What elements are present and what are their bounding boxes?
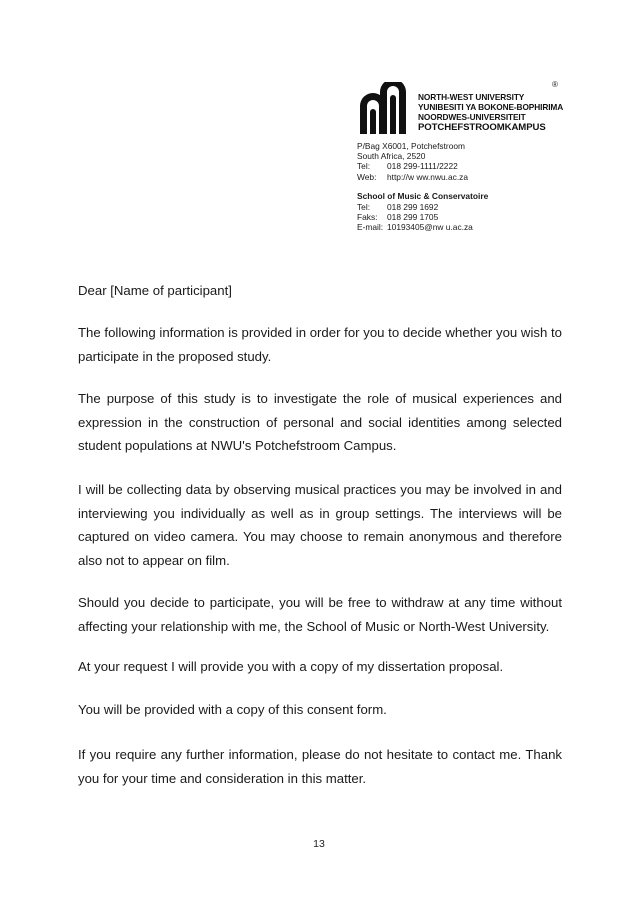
web-link[interactable]: http://w ww.nwu.ac.za bbox=[387, 171, 468, 182]
fax-line bbox=[357, 212, 488, 222]
paragraph: If you require any further information, please do not hesitate to contact me. Thank you for your time and consideration in this matter. bbox=[78, 747, 562, 786]
page-number: 13 bbox=[313, 838, 325, 850]
university-logo bbox=[356, 80, 566, 138]
tel-label: Tel: bbox=[357, 161, 371, 172]
campus-name: POTCHEFSTROOMKAMPUS bbox=[418, 122, 546, 133]
nwu-emblem-icon bbox=[356, 82, 410, 136]
university-name bbox=[418, 92, 563, 133]
fax-label: Faks: bbox=[357, 211, 378, 222]
school-tel-value: 018 299 1692 bbox=[387, 201, 439, 212]
paragraph: The purpose of this study is to investigate the role of musical experiences and expression in the construction of personal and social identities among selected student populations at NWU's Potchefstroom Campus. bbox=[78, 391, 562, 453]
email-line bbox=[357, 222, 488, 232]
fax-value: 018 299 1705 bbox=[387, 211, 439, 222]
registered-mark: ® bbox=[552, 80, 558, 89]
university-name-line: NORTH-WEST UNIVERSITY bbox=[418, 92, 525, 102]
school-tel-line bbox=[357, 202, 488, 212]
paragraph: You will be provided with a copy of this consent form. bbox=[78, 702, 387, 717]
university-name-line: NOORDWES-UNIVERSITEIT bbox=[418, 112, 526, 122]
school-tel-label: Tel: bbox=[357, 201, 371, 212]
university-name-line: YUNIBESITI YA BOKONE-BOPHIRIMA bbox=[418, 102, 564, 112]
web-label: Web: bbox=[357, 171, 377, 182]
paragraph: At your request I will provide you with a copy of my dissertation proposal. bbox=[78, 659, 504, 674]
salutation: Dear [Name of participant] bbox=[78, 283, 232, 298]
tel-value: 018 299-1111/2222 bbox=[387, 161, 458, 172]
email-label: E-mail: bbox=[357, 221, 384, 232]
tel-line bbox=[357, 161, 488, 171]
paragraph: The following information is provided in order for you to decide whether you wish to participate in the proposed study. bbox=[78, 325, 562, 364]
address-block bbox=[357, 141, 488, 232]
pbag-line: P/Bag X6001, Potchefstroom bbox=[357, 141, 466, 151]
country-line: South Africa, 2520 bbox=[357, 151, 426, 162]
web-line bbox=[357, 172, 488, 182]
paragraph: I will be collecting data by observing musical practices you may be involved in and interviewing you individually as well as in group settings. The interviews will be captured on video camera. You may choose to remain anonymous and therefore also not to appear on film. bbox=[78, 482, 562, 568]
school-name: School of Music & Conservatoire bbox=[357, 191, 489, 202]
email-link[interactable]: 10193405@nw u.ac.za bbox=[387, 221, 473, 232]
paragraph: Should you decide to participate, you will be free to withdraw at any time without affecting your relationship with me, the School of Music or North-West University. bbox=[78, 595, 562, 634]
